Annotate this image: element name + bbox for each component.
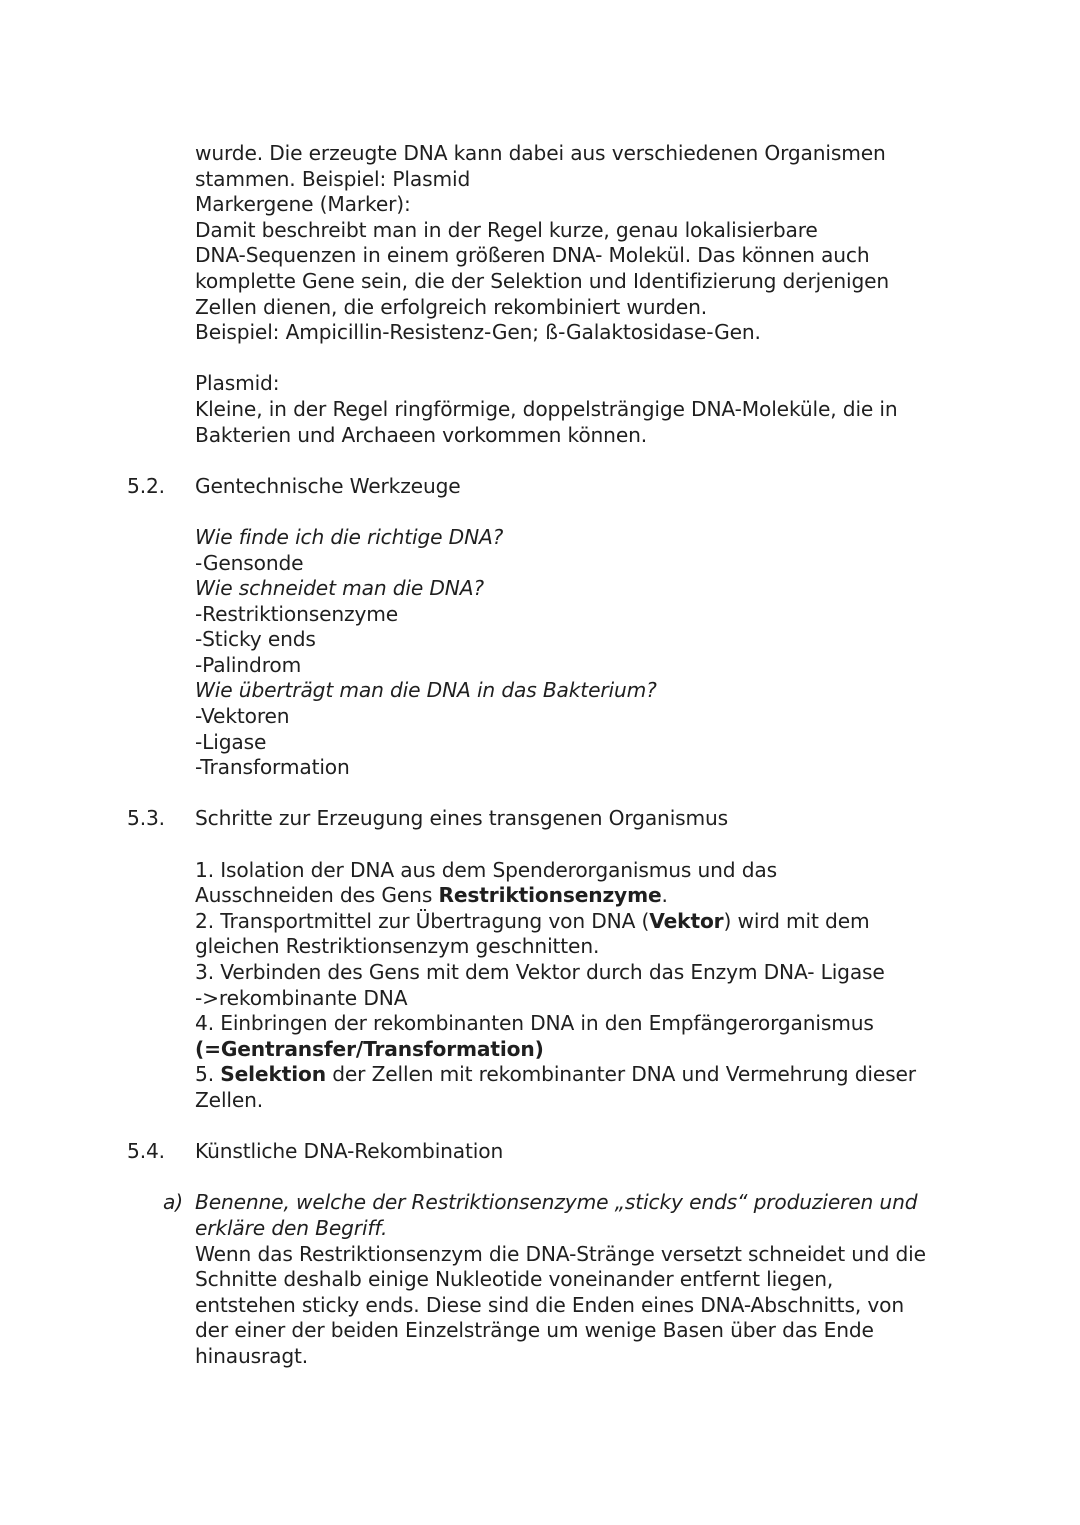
step-2-line: gleichen Restriktionsenzym geschnitten. — [195, 934, 600, 959]
text-span: 5. — [195, 1062, 221, 1087]
question: Wie finde ich die richtige DNA? — [195, 524, 504, 549]
plasmid-definition — [195, 371, 965, 448]
step-3-line: 3. Verbinden des Gens mit dem Vektor durch das Enzym DNA- Ligase — [195, 960, 885, 984]
answer-line: entstehen sticky ends. Diese sind die Enden eines DNA-Abschnitts, von — [195, 1292, 904, 1317]
step-1-line — [195, 883, 965, 909]
section-heading — [127, 473, 965, 500]
bold-term: Restriktionsenzyme — [438, 883, 662, 908]
answer-line: Schnitte deshalb einige Nukleotide voneinander entfernt liegen, — [195, 1267, 834, 1292]
task-line: erkläre den Begriff. — [195, 1215, 388, 1240]
section-title: Künstliche DNA-Rekombination — [195, 1139, 504, 1164]
section-5-3 — [127, 806, 965, 1113]
text-span: 2. Transportmittel zur Übertragung von DNA ( — [195, 908, 650, 933]
text-line: Kleine, in der Regel ringförmige, doppelsträngige DNA-Moleküle, die in — [195, 396, 898, 421]
step-4-line: 4. Einbringen der rekombinanten DNA in den Empfängerorganismus — [195, 1011, 874, 1036]
text-line: Beispiel: Ampicillin-Resistenz-Gen; ß-Galaktosidase-Gen. — [195, 320, 761, 345]
step-3-line: ->rekombinante DNA — [195, 985, 408, 1010]
section-5-4 — [127, 1139, 965, 1369]
definition-heading: Plasmid: — [195, 371, 280, 396]
task-marker: a) — [163, 1190, 183, 1215]
section-number: 5.2. — [127, 473, 165, 498]
question: Wie schneidet man die DNA? — [195, 576, 484, 601]
answer-line: hinausragt. — [195, 1343, 309, 1368]
section-number: 5.4. — [127, 1139, 165, 1164]
answer-line: Wenn das Restriktionsenzym die DNA-Stränge versetzt schneidet und die — [195, 1241, 926, 1266]
section-title: Schritte zur Erzeugung eines transgenen Organismus — [195, 806, 729, 831]
definition-heading: Markergene (Marker): — [195, 192, 411, 217]
text-line: Damit beschreibt man in der Regel kurze, genau lokalisierbare — [195, 217, 818, 242]
step-4-line: (=Gentransfer/Transformation) — [195, 1036, 544, 1061]
question: Wie überträgt man die DNA in das Bakterium? — [195, 678, 657, 703]
step-5-line: Zellen. — [195, 1087, 264, 1112]
task-line: Benenne, welche der Restriktionsenzyme „sticky ends“ produzieren und — [195, 1190, 918, 1215]
list-item: -Ligase — [195, 729, 267, 754]
section-heading — [127, 1139, 965, 1165]
text-span: ) wird mit dem — [723, 908, 870, 933]
document-content — [127, 141, 965, 1370]
text-line: komplette Gene sein, die der Selektion und Identifizierung derjenigen — [195, 268, 890, 293]
list-item: -Restriktionsenzyme — [195, 601, 399, 626]
list-item: -Sticky ends — [195, 627, 316, 652]
section-heading — [127, 806, 965, 832]
text-line: stammen. Beispiel: Plasmid — [195, 166, 471, 191]
step-1-line: 1. Isolation der DNA aus dem Spenderorganismus und das — [195, 857, 777, 882]
text-span: der Zellen mit rekombinanter DNA und Vermehrung dieser — [325, 1062, 916, 1087]
section-5-2 — [127, 473, 965, 781]
section-title: Gentechnische Werkzeuge — [195, 473, 461, 498]
step-2-line — [195, 909, 965, 935]
bold-term: Selektion — [220, 1062, 326, 1087]
section-number: 5.3. — [127, 806, 165, 831]
bold-term: Vektor — [649, 908, 724, 933]
intro-paragraph — [195, 141, 965, 192]
list-item: -Transformation — [195, 755, 350, 780]
text-span: . — [661, 883, 668, 908]
text-line: wurde. Die erzeugte DNA kann dabei aus verschiedenen Organismen — [195, 141, 886, 165]
step-5-line — [195, 1062, 965, 1088]
list-item: -Gensonde — [195, 550, 304, 575]
markergene-definition — [195, 192, 965, 346]
text-line: Zellen dienen, die erfolgreich rekombiniert wurden. — [195, 294, 708, 319]
text-line: DNA-Sequenzen in einem größeren DNA- Molekül. Das können auch — [195, 243, 870, 268]
task-a — [163, 1190, 965, 1369]
list-item: -Palindrom — [195, 652, 302, 677]
answer-line: der einer der beiden Einzelstränge um wenige Basen über das Ende — [195, 1318, 874, 1343]
text-line: Bakterien und Archaeen vorkommen können. — [195, 422, 648, 447]
text-span: Ausschneiden des Gens — [195, 883, 439, 908]
list-item: -Vektoren — [195, 704, 290, 729]
